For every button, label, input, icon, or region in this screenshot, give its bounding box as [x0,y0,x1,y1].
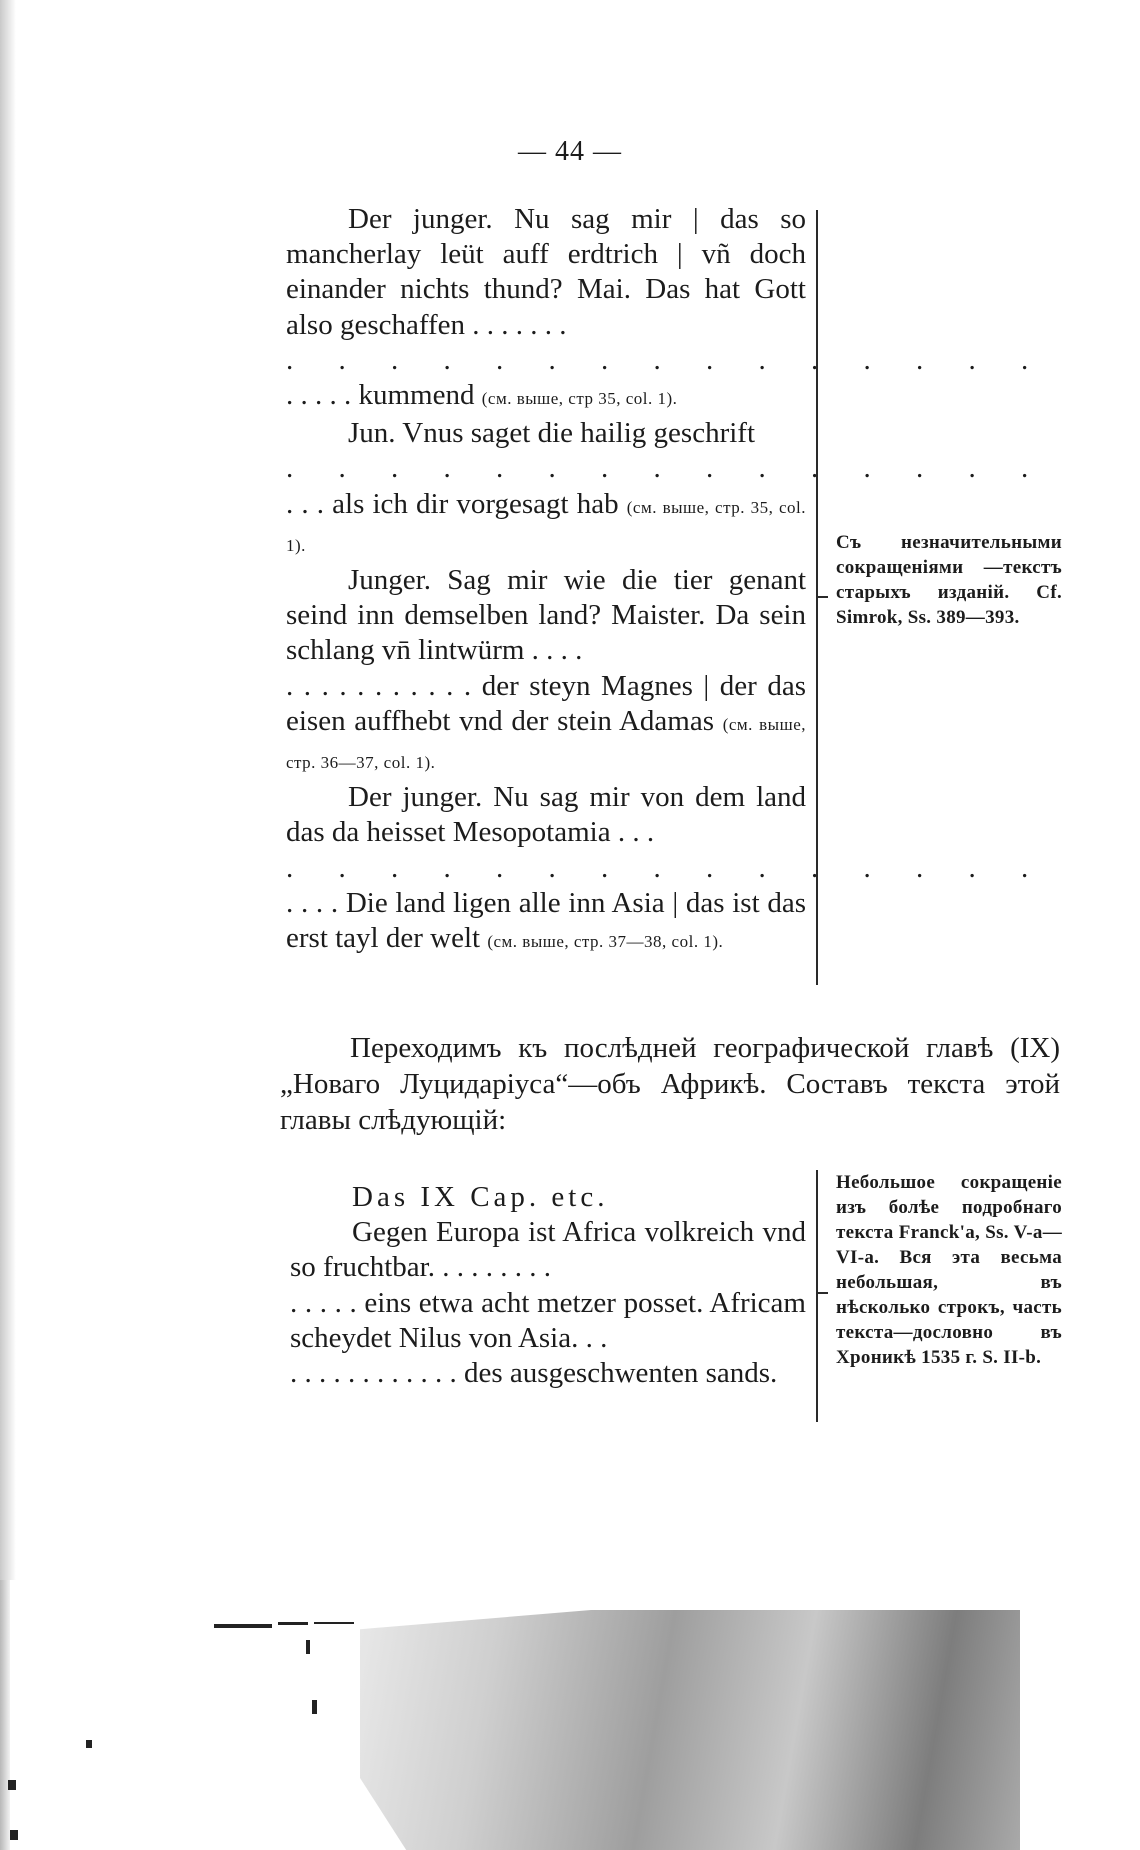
ellipsis-line: . . . . . . . . . . . . . . . [286,851,1048,884]
excerpt-line: Gegen Europa ist Africa volkreich vnd so fruchtbar. . . . . . . . . [290,1216,806,1284]
commentary-paragraph [280,1030,1060,1138]
page-number: — 44 — [518,136,622,167]
excerpt-line: . . . . . . . . . . . der steyn Magnes | der das eisen auffhebt vnd der stein Adamas (см. выше, стр. 36—37, col. 1). [286,669,806,773]
book-spine-shadow [0,0,16,1580]
scan-mark [312,1700,317,1714]
scan-mark [278,1622,308,1625]
excerpt-line: Das IX Cap. etc. [352,1181,609,1213]
cross-reference: (см. выше, стр 35, col. 1). [481,389,678,409]
scan-mark [214,1624,272,1628]
excerpt-line: . . . . . kummend (см. выше, стр 35, col. 1). [286,379,678,412]
excerpt-line: Junger. Sag mir wie die tier genant seind inn demselben land? Maister. Da sein schlang vn̄ lintwürm . . . . [286,564,806,667]
excerpt-line: . . . . . eins etwa acht metzer posset. Africam scheydet Nilus von Asia. . . [290,1286,806,1354]
cross-reference: (см. выше, стр. 37—38, col. 1). [487,932,724,952]
commentary-text: Переходимъ къ послѣдней географической главѣ (IX) „Новаго Луцидаріуса“—объ Африкѣ. Составъ текста этой главы слѣдующій: [280,1032,1060,1136]
scan-artifact [360,1610,1020,1850]
side-note-franck: Небольшое сокращеніе изъ болѣе подробнаго текста Franck'a, Ss. V-a—VI-a. Вся эта весьма небольшая, въ нѣсколько строкъ, часть текста—дословно въ Хроникѣ 1535 г. S. II-b. [836,1172,1062,1368]
cross-reference: (см. выше, стр. 36—37, col. 1). [286,714,806,773]
scan-mark [8,1780,16,1790]
excerpt-line: Der junger. Nu sag mir von dem land das da heisset Mesopotamia . . . [286,781,806,849]
scan-mark [10,1830,18,1840]
excerpt-africa [290,1180,806,1391]
excerpt-line: Jun. Vnus saget die hailig geschrift [348,417,756,450]
scan-mark [86,1740,92,1748]
book-spine-shadow-lower [0,1580,10,1850]
scan-mark [314,1622,354,1624]
ellipsis-line: . . . . . . . . . . . . . . . [286,343,1048,376]
scan-mark [306,1640,310,1654]
excerpt-line: . . . . . . . . . . . . des ausgeschwenten sands. [290,1357,778,1390]
excerpt-line: . . . . Die land ligen alle inn Asia | das ist das erst tayl der welt (см. выше, стр. 37—38, col. 1). [286,886,806,955]
ellipsis-line: . . . . . . . . . . . . . . . [286,452,1048,485]
side-note-sources: Съ незначительными сокращеніями —текстъ старыхъ изданій. Cf. Simrok, Ss. 389—393. [836,532,1062,628]
cross-reference: (см. выше, стр. 35, col. 1). [286,497,807,555]
excerpt-line: . . . als ich dir vorgesagt hab (см. выше, стр. 35, col. 1). [286,487,807,555]
excerpt-line: Der junger. Nu sag mir | das so mancherlay leüt auff erdtrich | vñ doch einander nichts thund? Mai. Das hat Gott also geschaffen . . . . . . . [286,203,806,341]
right-brace [816,1170,818,1422]
brace-point [818,1292,828,1294]
brace-point [818,596,828,598]
